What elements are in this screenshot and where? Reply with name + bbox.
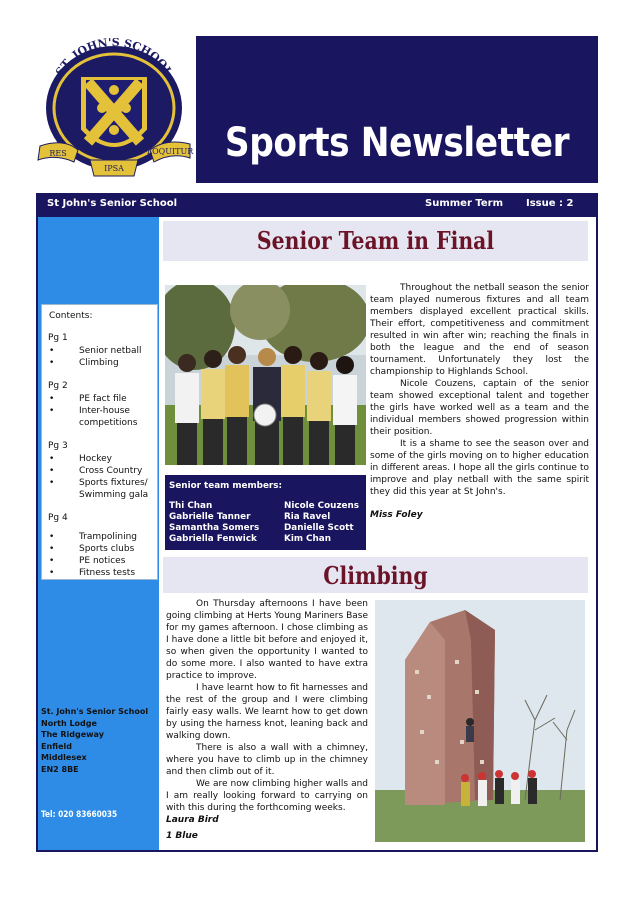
article-paragraph: Nicole Couzens, captain of the senior team showed exceptional talent and together the girls have worked well as a team and the individual members showed progression within their position. <box>370 379 589 437</box>
crest-ribbon-right: LOQUITUR <box>146 147 194 156</box>
member-name: Thi Chan <box>169 501 213 511</box>
senior-team-article <box>370 282 589 521</box>
contents-box: Contents: Pg 1 • Senior netball • Climbing Pg 2 • PE fact file • Inter-house competitions Pg 3 • Hockey • Cross Country • Sports fixtures/ Swimming gala Pg 4 • Trampolining • Sports clubs • PE notices • Fitness tests <box>41 304 158 580</box>
member-name: Ria Ravel <box>284 512 331 522</box>
article-paragraph: Throughout the netball season the senior team played numerous fixtures and all team members displayed excellent practical skills. Their effort, competitiveness and commitment resulted in win after win; reaching the finals in both the league and the end of season tournament. Unfortunately they lost the championship to Highlands School. <box>370 283 589 377</box>
crest-ribbon-left: RES <box>49 149 67 158</box>
member-name: Danielle Scott <box>284 523 354 533</box>
member-name: Gabrielle Tanner <box>169 512 251 522</box>
climbing-article <box>166 598 368 842</box>
article-paragraph: We are now climbing higher walls and I am really looking forward to carrying on with this during the forthcoming weeks. <box>166 779 368 813</box>
school-address <box>41 706 158 775</box>
article-paragraph: There is also a wall with a chimney, where you have to climb up in the chimney and then climb out of it. <box>166 743 368 777</box>
address-line: St. John's Senior School <box>41 707 149 716</box>
contents-page-label: Pg 3 <box>48 441 68 451</box>
senior-team-members <box>165 475 366 550</box>
term-label: Summer Term <box>425 198 503 209</box>
address-line: The Ridgeway <box>41 730 104 739</box>
climbing-heading: Climbing <box>163 557 588 593</box>
member-name: Kim Chan <box>284 534 331 544</box>
member-name: Gabriella Fenwick <box>169 534 257 544</box>
contents-title: Contents: <box>49 311 93 321</box>
member-name: Nicole Couzens <box>284 501 360 511</box>
telephone-number: Tel: 020 83660035 <box>41 810 118 820</box>
school-crest-logo <box>34 38 194 188</box>
address-line: Middlesex <box>41 753 87 762</box>
crest-top-text: ST. JOHN'S SCHOOL <box>53 38 175 79</box>
newsletter-title: Sports Newsletter <box>224 120 570 166</box>
senior-team-photo <box>165 285 366 465</box>
address-line: North Lodge <box>41 718 97 728</box>
members-title: Senior team members: <box>169 481 283 491</box>
article-signature: Miss Foley <box>370 510 423 520</box>
article-paragraph: I have learnt how to fit harnesses and the rest of the group and I were climbing fairly easy walls. We learnt how to get down by using the harness knot, leaning back and walking down. <box>166 683 368 741</box>
contents-page-label: Pg 4 <box>48 513 68 523</box>
address-line: EN2 8BE <box>41 764 79 774</box>
article-paragraph: It is a shame to see the season over and some of the girls moving on to higher education in different areas. I hope all the girls continue to improve and play netball with the same spirit they did this year at St John's. <box>370 439 589 497</box>
climbing-wall-photo <box>375 600 585 842</box>
crest-ribbon-center: IPSA <box>104 164 124 173</box>
senior-team-heading: Senior Team in Final <box>163 221 588 261</box>
member-name: Samantha Somers <box>169 523 260 533</box>
contents-page-label: Pg 2 <box>48 381 68 391</box>
article-author: Laura Bird <box>166 815 219 825</box>
address-line: Enfield <box>41 741 72 751</box>
article-author-form: 1 Blue <box>166 831 198 841</box>
school-name: St John's Senior School <box>47 198 178 209</box>
info-bar <box>36 193 598 215</box>
header-banner <box>196 36 598 183</box>
article-paragraph: On Thursday afternoons I have been going climbing at Herts Young Mariners Base for my games afternoon. I chose climbing as I have done a little bit before and enjoyed it, so when given the opportunity I wanted to do some more. I also wanted to have extra practice to improve. <box>166 599 368 681</box>
issue-label: Issue : 2 <box>526 198 574 209</box>
contents-page-label: Pg 1 <box>48 333 68 343</box>
